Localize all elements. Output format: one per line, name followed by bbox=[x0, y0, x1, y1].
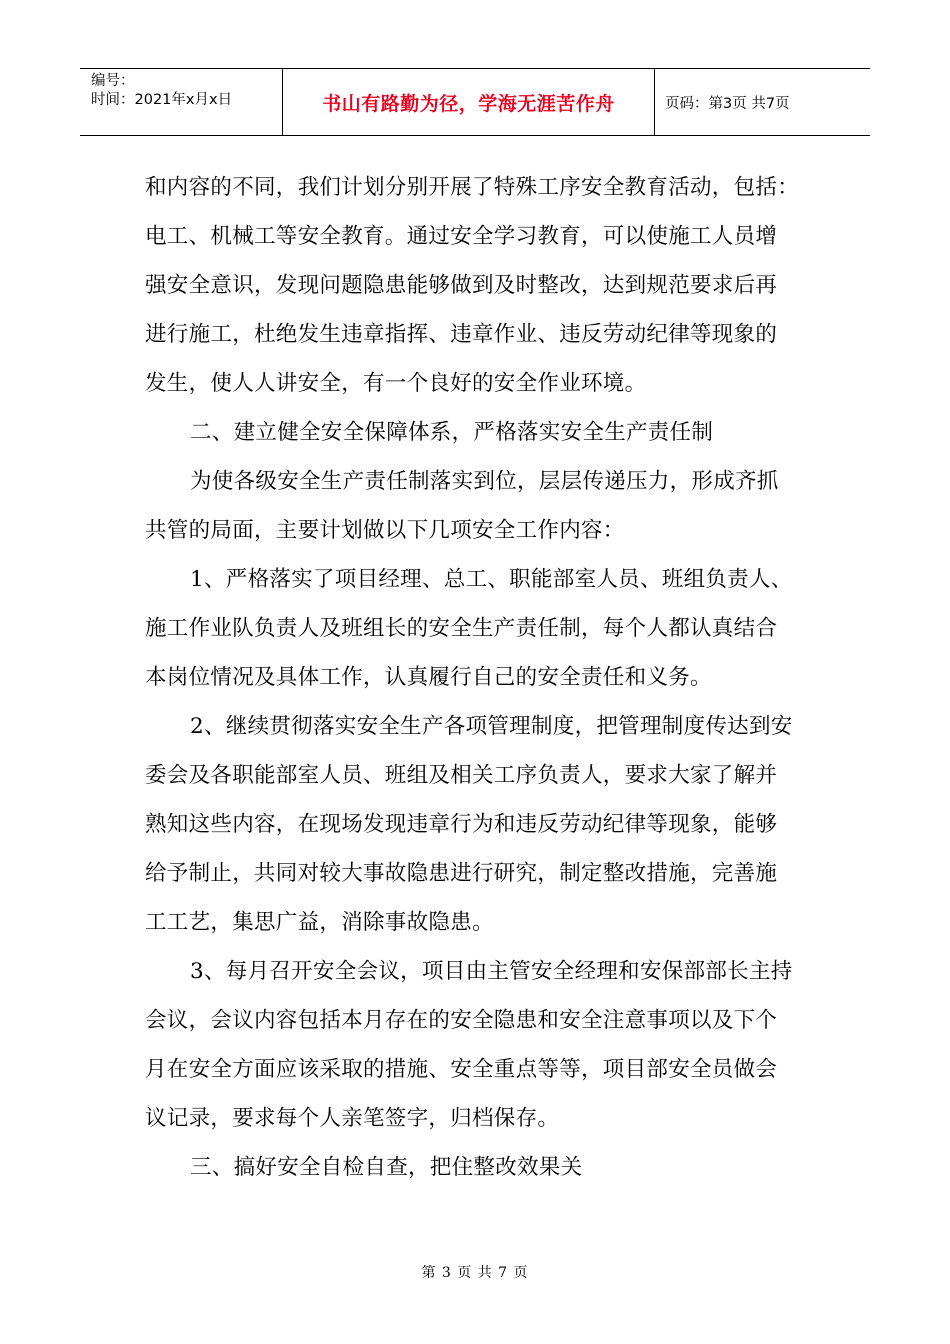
list-item-2: 2、继续贯彻落实安全生产各项管理制度，把管理制度传达到安 bbox=[190, 714, 793, 739]
list-item-3: 3、每月召开安全会议，项目由主管安全经理和安保部部长主持 bbox=[190, 959, 793, 984]
header-page-number: 页码：第3页 共7页 bbox=[665, 95, 790, 112]
body-line: 月在安全方面应该采取的措施、安全重点等等，项目部安全员做会 bbox=[145, 1057, 778, 1082]
header-meta-cell bbox=[80, 69, 283, 135]
body-line: 和内容的不同，我们计划分别开展了特殊工序安全教育活动，包括： bbox=[145, 175, 800, 200]
body-line: 共管的局面，主要计划做以下几项安全工作内容： bbox=[145, 518, 625, 543]
body-line: 会议，会议内容包括本月存在的安全隐患和安全注意事项以及下个 bbox=[145, 1008, 778, 1033]
body-line: 强安全意识，发现问题隐患能够做到及时整改，达到规范要求后再 bbox=[145, 273, 778, 298]
document-date-label: 时间：2021年x月x日 bbox=[91, 92, 233, 108]
page-footer: 第 3 页 共 7 页 bbox=[421, 1265, 529, 1281]
section-heading-2: 二、建立健全安全保障体系，严格落实安全生产责任制 bbox=[190, 420, 714, 445]
body-line: 熟知这些内容，在现场发现违章行为和违反劳动纪律等现象，能够 bbox=[145, 812, 778, 837]
body-line: 委会及各职能部室人员、班组及相关工序负责人，要求大家了解并 bbox=[145, 763, 778, 788]
header-motto: 书山有路勤为径，学海无涯苦作舟 bbox=[283, 69, 655, 135]
list-item-1: 1、严格落实了项目经理、总工、职能部室人员、班组负责人、 bbox=[190, 567, 793, 592]
body-line: 进行施工，杜绝发生违章指挥、违章作业、违反劳动纪律等现象的 bbox=[145, 322, 778, 347]
body-line: 施工作业队负责人及班组长的安全生产责任制，每个人都认真结合 bbox=[145, 616, 778, 641]
section-heading-3: 三、搞好安全自检自查，把住整改效果关 bbox=[190, 1155, 583, 1180]
body-line: 议记录，要求每个人亲笔签字，归档保存。 bbox=[145, 1106, 560, 1131]
document-body bbox=[145, 163, 810, 1192]
body-line: 为使各级安全生产责任制落实到位，层层传递压力，形成齐抓 bbox=[190, 469, 779, 494]
document-number-label: 编号： bbox=[91, 73, 135, 89]
body-line: 本岗位情况及具体工作，认真履行自己的安全责任和义务。 bbox=[145, 665, 712, 690]
body-line: 给予制止，共同对较大事故隐患进行研究，制定整改措施，完善施 bbox=[145, 861, 778, 886]
body-line: 工工艺，集思广益，消除事故隐患。 bbox=[145, 910, 494, 935]
page-header bbox=[80, 68, 870, 136]
body-line: 电工、机械工等安全教育。通过安全学习教育，可以使施工人员增 bbox=[145, 224, 778, 249]
body-line: 发生，使人人讲安全，有一个良好的安全作业环境。 bbox=[145, 371, 647, 396]
